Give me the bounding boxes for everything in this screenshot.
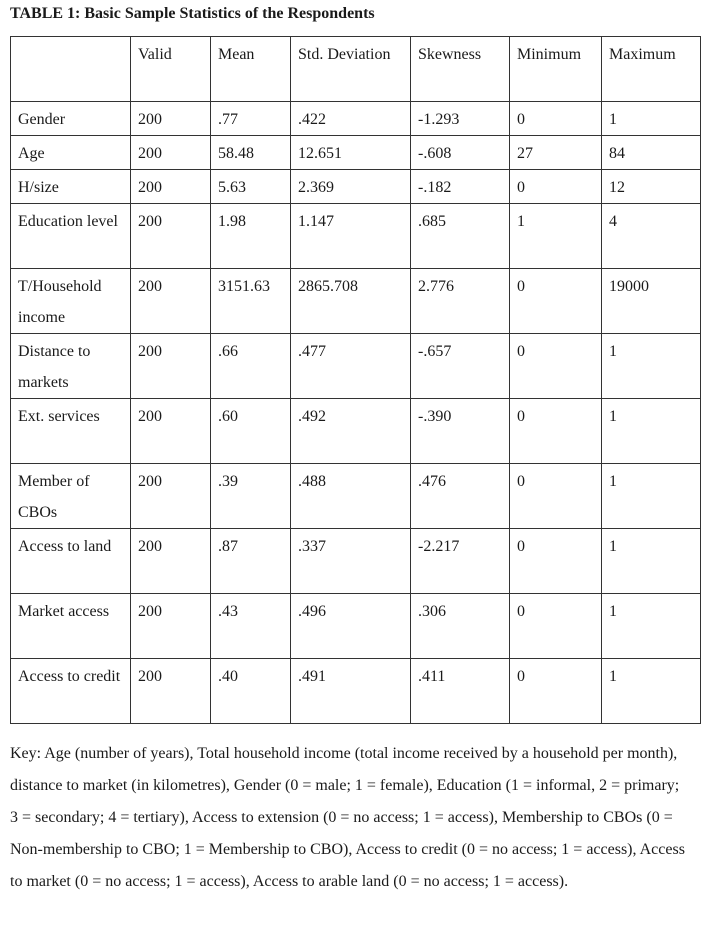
- table-row: [11, 170, 701, 204]
- cell-std: .491: [291, 659, 411, 724]
- header-cell: [11, 37, 131, 102]
- row-label: Market access: [11, 594, 131, 659]
- cell-max: 1: [602, 464, 701, 529]
- cell-skew: -.657: [411, 334, 510, 399]
- cell-std: 12.651: [291, 136, 411, 170]
- cell-valid: 200: [131, 334, 211, 399]
- cell-min: 0: [510, 659, 602, 724]
- cell-mean: .66: [211, 334, 291, 399]
- cell-mean: .39: [211, 464, 291, 529]
- cell-min: 0: [510, 334, 602, 399]
- cell-skew: -.182: [411, 170, 510, 204]
- cell-min: 0: [510, 170, 602, 204]
- cell-valid: 200: [131, 464, 211, 529]
- cell-skew: .306: [411, 594, 510, 659]
- cell-max: 84: [602, 136, 701, 170]
- cell-mean: .43: [211, 594, 291, 659]
- cell-mean: 58.48: [211, 136, 291, 170]
- cell-min: 0: [510, 464, 602, 529]
- cell-std: .488: [291, 464, 411, 529]
- cell-max: 19000: [602, 269, 701, 334]
- cell-max: 1: [602, 102, 701, 136]
- cell-min: 0: [510, 529, 602, 594]
- cell-skew: 2.776: [411, 269, 510, 334]
- cell-skew: .685: [411, 204, 510, 269]
- cell-valid: 200: [131, 136, 211, 170]
- cell-min: 0: [510, 399, 602, 464]
- row-label: Access to credit: [11, 659, 131, 724]
- cell-min: 1: [510, 204, 602, 269]
- cell-max: 1: [602, 399, 701, 464]
- statistics-table: [10, 36, 701, 724]
- header-cell: Valid: [131, 37, 211, 102]
- cell-min: 27: [510, 136, 602, 170]
- header-cell: Std. Deviation: [291, 37, 411, 102]
- row-label: Access to land: [11, 529, 131, 594]
- cell-skew: .476: [411, 464, 510, 529]
- cell-valid: 200: [131, 204, 211, 269]
- table-row: [11, 464, 701, 529]
- cell-mean: .60: [211, 399, 291, 464]
- cell-valid: 200: [131, 659, 211, 724]
- header-cell: Maximum: [602, 37, 701, 102]
- table-title: TABLE 1: Basic Sample Statistics of the Respondents: [10, 5, 375, 22]
- cell-min: 0: [510, 269, 602, 334]
- cell-std: .496: [291, 594, 411, 659]
- cell-max: 12: [602, 170, 701, 204]
- cell-std: .422: [291, 102, 411, 136]
- table-row: [11, 529, 701, 594]
- cell-mean: 3151.63: [211, 269, 291, 334]
- cell-valid: 200: [131, 269, 211, 334]
- table-row: [11, 594, 701, 659]
- cell-skew: -1.293: [411, 102, 510, 136]
- row-label: Distance to markets: [11, 334, 131, 399]
- row-label: Gender: [11, 102, 131, 136]
- cell-valid: 200: [131, 170, 211, 204]
- cell-std: 2865.708: [291, 269, 411, 334]
- row-label: Age: [11, 136, 131, 170]
- cell-skew: -2.217: [411, 529, 510, 594]
- row-label: H/size: [11, 170, 131, 204]
- cell-mean: 5.63: [211, 170, 291, 204]
- cell-mean: 1.98: [211, 204, 291, 269]
- cell-max: 1: [602, 334, 701, 399]
- cell-min: 0: [510, 102, 602, 136]
- table-row: [11, 102, 701, 136]
- row-label: Ext. services: [11, 399, 131, 464]
- cell-max: 1: [602, 594, 701, 659]
- header-cell: Skewness: [411, 37, 510, 102]
- table-key-note: Key: Age (number of years), Total household income (total income received by a household per month), distance to market (in kilometres), Gender (0 = male; 1 = female), Education (1 = informal, 2 = primary; 3 = secondary; 4 = tertiary), Access to extension (0 = no access; 1 = access), Membership to CBOs (0 = Non-membership to CBO; 1 = Membership to CBO), Access to credit (0 = no access; 1 = access), Access to market (0 = no access; 1 = access), Access to arable land (0 = no access; 1 = access).: [10, 745, 685, 890]
- cell-max: 4: [602, 204, 701, 269]
- cell-min: 0: [510, 594, 602, 659]
- cell-mean: .87: [211, 529, 291, 594]
- cell-valid: 200: [131, 529, 211, 594]
- row-label: Member of CBOs: [11, 464, 131, 529]
- table-row: [11, 136, 701, 170]
- cell-std: .477: [291, 334, 411, 399]
- cell-std: 2.369: [291, 170, 411, 204]
- header-cell: Mean: [211, 37, 291, 102]
- cell-std: .337: [291, 529, 411, 594]
- table-row: [11, 399, 701, 464]
- cell-valid: 200: [131, 102, 211, 136]
- cell-valid: 200: [131, 594, 211, 659]
- table-row: [11, 659, 701, 724]
- cell-max: 1: [602, 659, 701, 724]
- cell-max: 1: [602, 529, 701, 594]
- cell-std: 1.147: [291, 204, 411, 269]
- cell-valid: 200: [131, 399, 211, 464]
- table-row: [11, 334, 701, 399]
- table-row: [11, 269, 701, 334]
- table-row: [11, 204, 701, 269]
- header-row: [11, 37, 701, 102]
- cell-skew: -.608: [411, 136, 510, 170]
- cell-skew: .411: [411, 659, 510, 724]
- row-label: Education level: [11, 204, 131, 269]
- cell-mean: .77: [211, 102, 291, 136]
- cell-mean: .40: [211, 659, 291, 724]
- header-cell: Minimum: [510, 37, 602, 102]
- row-label: T/Household income: [11, 269, 131, 334]
- cell-std: .492: [291, 399, 411, 464]
- cell-skew: -.390: [411, 399, 510, 464]
